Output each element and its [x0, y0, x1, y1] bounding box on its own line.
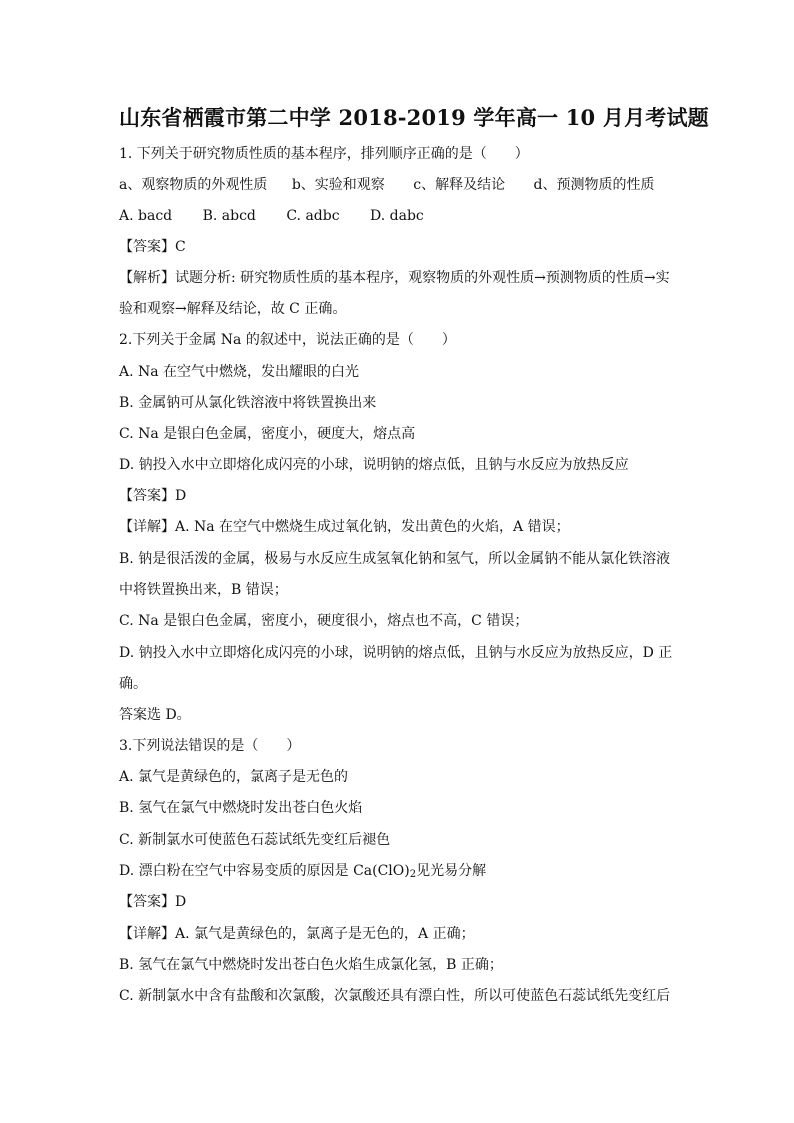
question-2-conclusion: 答案选 D。 — [119, 707, 191, 723]
question-2-option-d: D. 钠投入水中立即熔化成闪亮的小球，说明钠的熔点低，且钠与水反应为放热反应 — [119, 457, 629, 473]
question-3-option-d-suffix: 见光易分解 — [416, 863, 487, 879]
step-b: b、实验和观察 — [291, 177, 385, 193]
question-1-analysis-line-1: 【解析】试题分析: 研究物质性质的基本程序，观察物质的外观性质→预测物质的性质→实 — [119, 270, 670, 286]
question-2: 2.下列关于金属 Na 的叙述中，说法正确的是（ ） — [119, 332, 456, 348]
question-3-option-d — [119, 861, 486, 885]
question-3-option-d-text: D. 漂白粉在空气中容易变质的原因是 Ca(ClO) — [119, 863, 410, 879]
question-2-detail-line-3: 中将铁置换出来，B 错误； — [119, 582, 288, 598]
question-2-detail-line-2: B. 钠是很活泼的金属，极易与水反应生成氢氧化钠和氢气，所以金属钠不能从氯化铁溶液 — [119, 551, 671, 567]
choice-c: C. adbc — [286, 208, 340, 224]
question-3-option-b: B. 氢气在氯气中燃烧时发出苍白色火焰 — [119, 800, 363, 816]
step-a: a、观察物质的外观性质 — [119, 177, 268, 193]
question-1-analysis-line-2: 验和观察→解释及结论，故 C 正确。 — [119, 301, 347, 317]
question-3-option-a: A. 氯气是黄绿色的，氯离子是无色的 — [119, 769, 349, 785]
question-2-detail-line-6: 确。 — [119, 676, 147, 692]
page-title: 山东省栖霞市第二中学 2018-2019 学年高一 10 月月考试题 — [119, 105, 709, 130]
question-1-steps — [119, 175, 655, 195]
question-2-answer: 【答案】D — [119, 488, 187, 504]
question-1: 1. 下列关于研究物质性质的基本程序，排列顺序正确的是（ ） — [119, 146, 529, 162]
question-3-detail-line-1: 【详解】A. 氯气是黄绿色的，氯离子是无色的，A 正确； — [119, 926, 475, 942]
choice-d: D. dabc — [370, 208, 424, 224]
question-2-detail-line-1: 【详解】A. Na 在空气中燃烧生成过氧化钠，发出黄色的火焰，A 错误； — [119, 519, 570, 535]
question-2-option-a: A. Na 在空气中燃烧，发出耀眼的白光 — [119, 364, 360, 380]
question-2-detail-line-4: C. Na 是银白色金属，密度小，硬度很小，熔点也不高，C 错误； — [119, 613, 529, 629]
question-3: 3.下列说法错误的是（ ） — [119, 738, 301, 754]
question-3-option-c: C. 新制氯水可使蓝色石蕊试纸先变红后褪色 — [119, 832, 391, 848]
question-2-option-c: C. Na 是银白色金属，密度小，硬度大，熔点高 — [119, 426, 416, 442]
question-3-detail-line-3: C. 新制氯水中含有盐酸和次氯酸，次氯酸还具有漂白性，所以可使蓝色石蕊试纸先变红后 — [119, 988, 671, 1004]
subscript: 2 — [409, 869, 417, 880]
question-2-detail-line-5: D. 钠投入水中立即熔化成闪亮的小球，说明钠的熔点低，且钠与水反应为放热反应，D 正 — [119, 645, 673, 661]
question-2-option-b: B. 金属钠可从氯化铁溶液中将铁置换出来 — [119, 395, 377, 411]
choice-b: B. abcd — [202, 208, 256, 224]
step-d: d、预测物质的性质 — [533, 177, 655, 193]
question-3-answer: 【答案】D — [119, 894, 187, 910]
choice-a: A. bacd — [119, 208, 173, 224]
question-1-answer: 【答案】C — [119, 239, 186, 255]
question-3-detail-line-2: B. 氢气在氯气中燃烧时发出苍白色火焰生成氯化氢，B 正确； — [119, 957, 503, 973]
step-c: c、解释及结论 — [413, 177, 506, 193]
question-1-choices — [119, 206, 450, 226]
